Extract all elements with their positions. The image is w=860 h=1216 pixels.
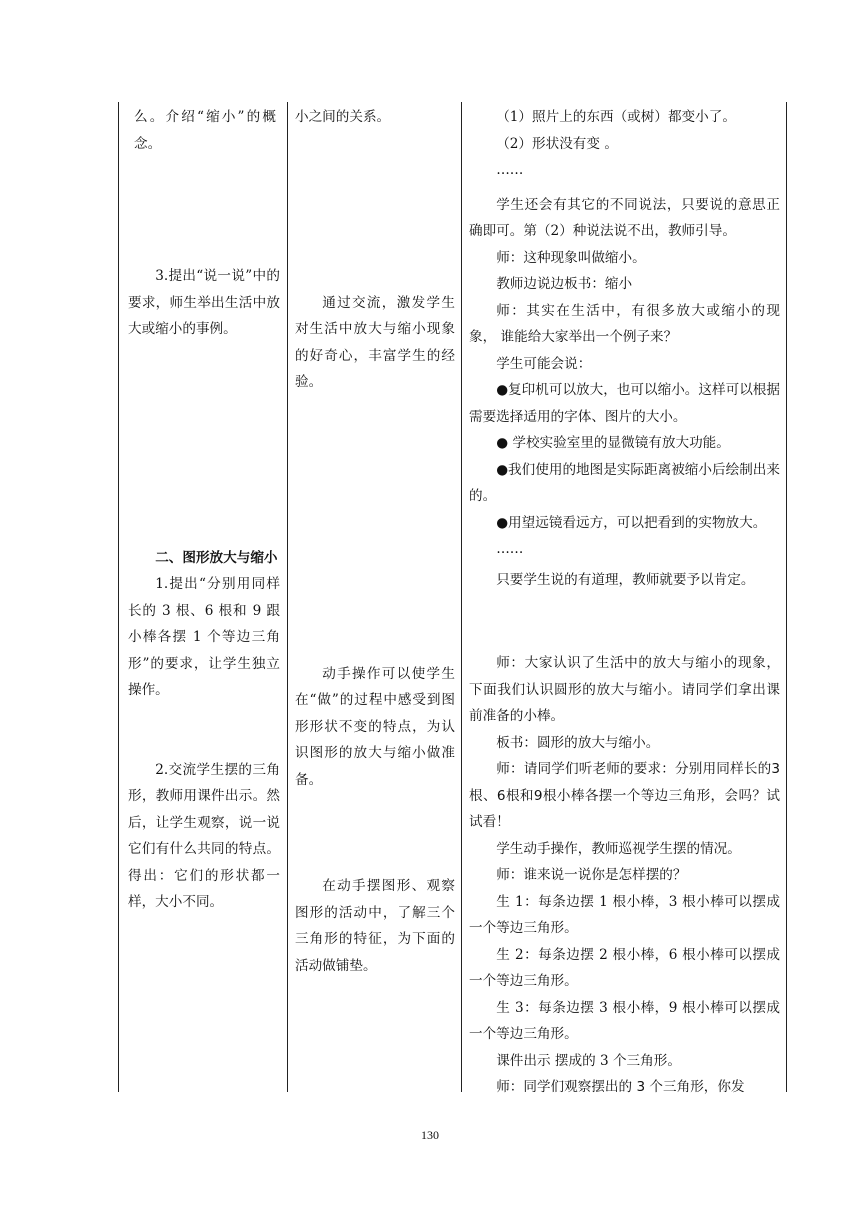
line-21: 生 2：每条边摆 2 根小棒，6 根小棒可以摆成一个等边三角形。 [469,946,780,989]
table-border-col1 [287,102,288,1092]
line-24: 师：同学们观察摆出的 3 个三角形，你发 [496,1079,745,1095]
table-border-right [786,102,787,1092]
line-11: ●我们使用的地图是实际距离被缩小后绘制出来的。 [469,461,780,504]
line-6: 教师边说边板书：缩小 [496,276,633,292]
table-border-col2 [461,102,462,1092]
line-5: 师：这种现象叫做缩小。 [496,249,646,266]
line-10: ● 学校实验室里的显微镜有放大功能。 [496,435,730,451]
teaching-steps-column [128,104,280,916]
teaching-process-column [469,104,780,1101]
design-intent-column [295,104,455,979]
line-15: 师：大家认识了生活中的放大与缩小的现象，下面我们认识圆形的放大与缩小。请同学们拿出课前准备的小棒。 [469,655,780,724]
intent-4: 在动手摆图形、观察图形的活动中，了解三个三角形的特征，为下面的活动做铺垫。 [295,878,455,974]
step-intro-shrink: 么。介绍“缩小”的概念。 [134,109,276,152]
step-3: 3.提出“说一说”中的要求，师生举出生活中放大或缩小的事例。 [128,268,280,337]
section-heading: 二、图形放大与缩小 [155,549,278,566]
line-3: …… [496,162,524,178]
line-16: 板书：圆形的放大与缩小。 [496,734,660,751]
step-2: 2.交流学生摆的三角形，教师用课件出示。然后，让学生观察，说一说它们有什么共同的特点。得出：它们的形状都一样，大小不同。 [128,761,280,910]
line-8: 学生可能会说： [496,355,592,372]
table-border-left [118,102,119,1092]
line-13: …… [496,541,524,557]
line-4: 学生还会有其它的不同说法，只要说的意思正确即可。第（2）种说法说不出，教师引导。 [469,196,780,239]
line-22: 生 3：每条边摆 3 根小棒，9 根小棒可以摆成一个等边三角形。 [469,999,780,1042]
step-1: 1.提出“分别用同样长的 3 根、6 根和 9 跟小棒各摆 1 个等边三角形”的要求，让学生独立操作。 [128,576,280,698]
line-19: 师：谁来说一说你是怎样摆的？ [496,867,687,883]
line-17: 师：请同学们听老师的要求：分别用同样长的3根、6根和9根小棒各摆一个等边三角形，会吗？试试看！ [469,761,780,830]
line-12: ●用望远镜看远方，可以把看到的实物放大。 [496,514,767,531]
line-1: （1）照片上的东西（或树）都变小了。 [496,109,736,125]
page-number: 130 [421,1128,439,1142]
line-20: 生 1：每条边摆 1 根小棒，3 根小棒可以摆成一个等边三角形。 [469,893,780,936]
intent-3: 动手操作可以使学生在“做”的过程中感受到图形形状不变的特点，为认识图形的放大与缩小做准备。 [295,665,455,788]
line-18: 学生动手操作，教师巡视学生摆的情况。 [496,840,741,857]
line-2: （2）形状没有变 。 [496,135,618,152]
intent-1: 小之间的关系。 [295,109,391,125]
line-23: 课件出示 摆成的 3 个三角形。 [496,1052,681,1069]
line-14: 只要学生说的有道理，教师就要予以肯定。 [496,571,755,588]
line-9: ●复印机可以放大，也可以缩小。这样可以根据需要选择适用的字体、图片的大小。 [469,382,780,425]
intent-2: 通过交流，激发学生对生活中放大与缩小现象的好奇心，丰富学生的经验。 [295,294,455,390]
line-7: 师：其实在生活中，有很多放大或缩小的现象， 谁能给大家举出一个例子来？ [469,302,780,345]
